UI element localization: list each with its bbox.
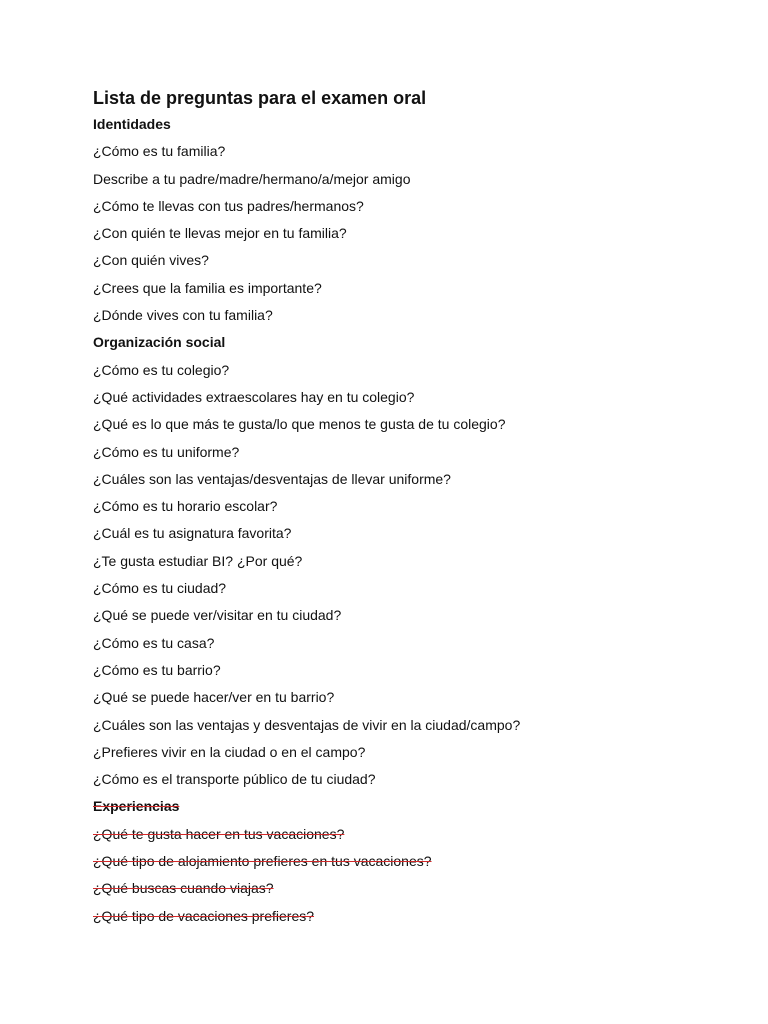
question-item: ¿Dónde vives con tu familia? (93, 307, 273, 324)
document-page (93, 86, 733, 934)
question-item: ¿Te gusta estudiar BI? ¿Por qué? (93, 552, 303, 569)
question-item: ¿Cómo es tu ciudad? (93, 580, 227, 597)
question-item: ¿Qué actividades extraescolares hay en tu colegio? (93, 388, 415, 405)
section-heading: Organización social (93, 334, 226, 351)
question-item: ¿Prefieres vivir en la ciudad o en el campo? (93, 743, 366, 760)
question-item: ¿Cuáles son las ventajas/desventajas de llevar uniforme? (93, 470, 451, 487)
section-identidades (93, 115, 733, 325)
question-item: ¿Qué buscas cuando viajas? (93, 880, 274, 897)
question-item: ¿Cómo es tu casa? (93, 634, 215, 651)
question-item: ¿Qué te gusta hacer en tus vacaciones? (93, 825, 345, 842)
question-item: ¿Qué tipo de alojamiento prefieres en tus vacaciones? (93, 853, 432, 870)
question-item: ¿Cómo es tu colegio? (93, 361, 230, 378)
section-experiencias (93, 797, 733, 925)
question-item: ¿Qué se puede ver/visitar en tu ciudad? (93, 607, 342, 624)
section-organizacion-social (93, 333, 733, 789)
question-item: ¿Cuáles son las ventajas y desventajas de vivir en la ciudad/campo? (93, 716, 521, 733)
question-item: Describe a tu padre/madre/hermano/a/mejor amigo (93, 170, 411, 187)
question-item: ¿Cómo te llevas con tus padres/hermanos? (93, 197, 364, 214)
question-item: ¿Qué tipo de vacaciones prefieres? (93, 907, 315, 924)
question-item: ¿Con quién te llevas mejor en tu familia? (93, 225, 347, 242)
question-item: ¿Cómo es tu barrio? (93, 661, 221, 678)
question-item: ¿Cómo es tu horario escolar? (93, 498, 278, 515)
section-heading: Experiencias (93, 798, 180, 815)
question-item: ¿Crees que la familia es importante? (93, 279, 322, 296)
question-item: ¿Cómo es el transporte público de tu ciudad? (93, 771, 376, 788)
question-item: ¿Cómo es tu familia? (93, 143, 226, 160)
section-heading: Identidades (93, 116, 171, 132)
question-item: ¿Con quién vives? (93, 252, 209, 269)
document-title: Lista de preguntas para el examen oral (93, 88, 427, 108)
question-item: ¿Cuál es tu asignatura favorita? (93, 525, 292, 542)
question-item: ¿Qué es lo que más te gusta/lo que menos te gusta de tu colegio? (93, 416, 506, 433)
question-item: ¿Qué se puede hacer/ver en tu barrio? (93, 689, 335, 706)
question-item: ¿Cómo es tu uniforme? (93, 443, 240, 460)
